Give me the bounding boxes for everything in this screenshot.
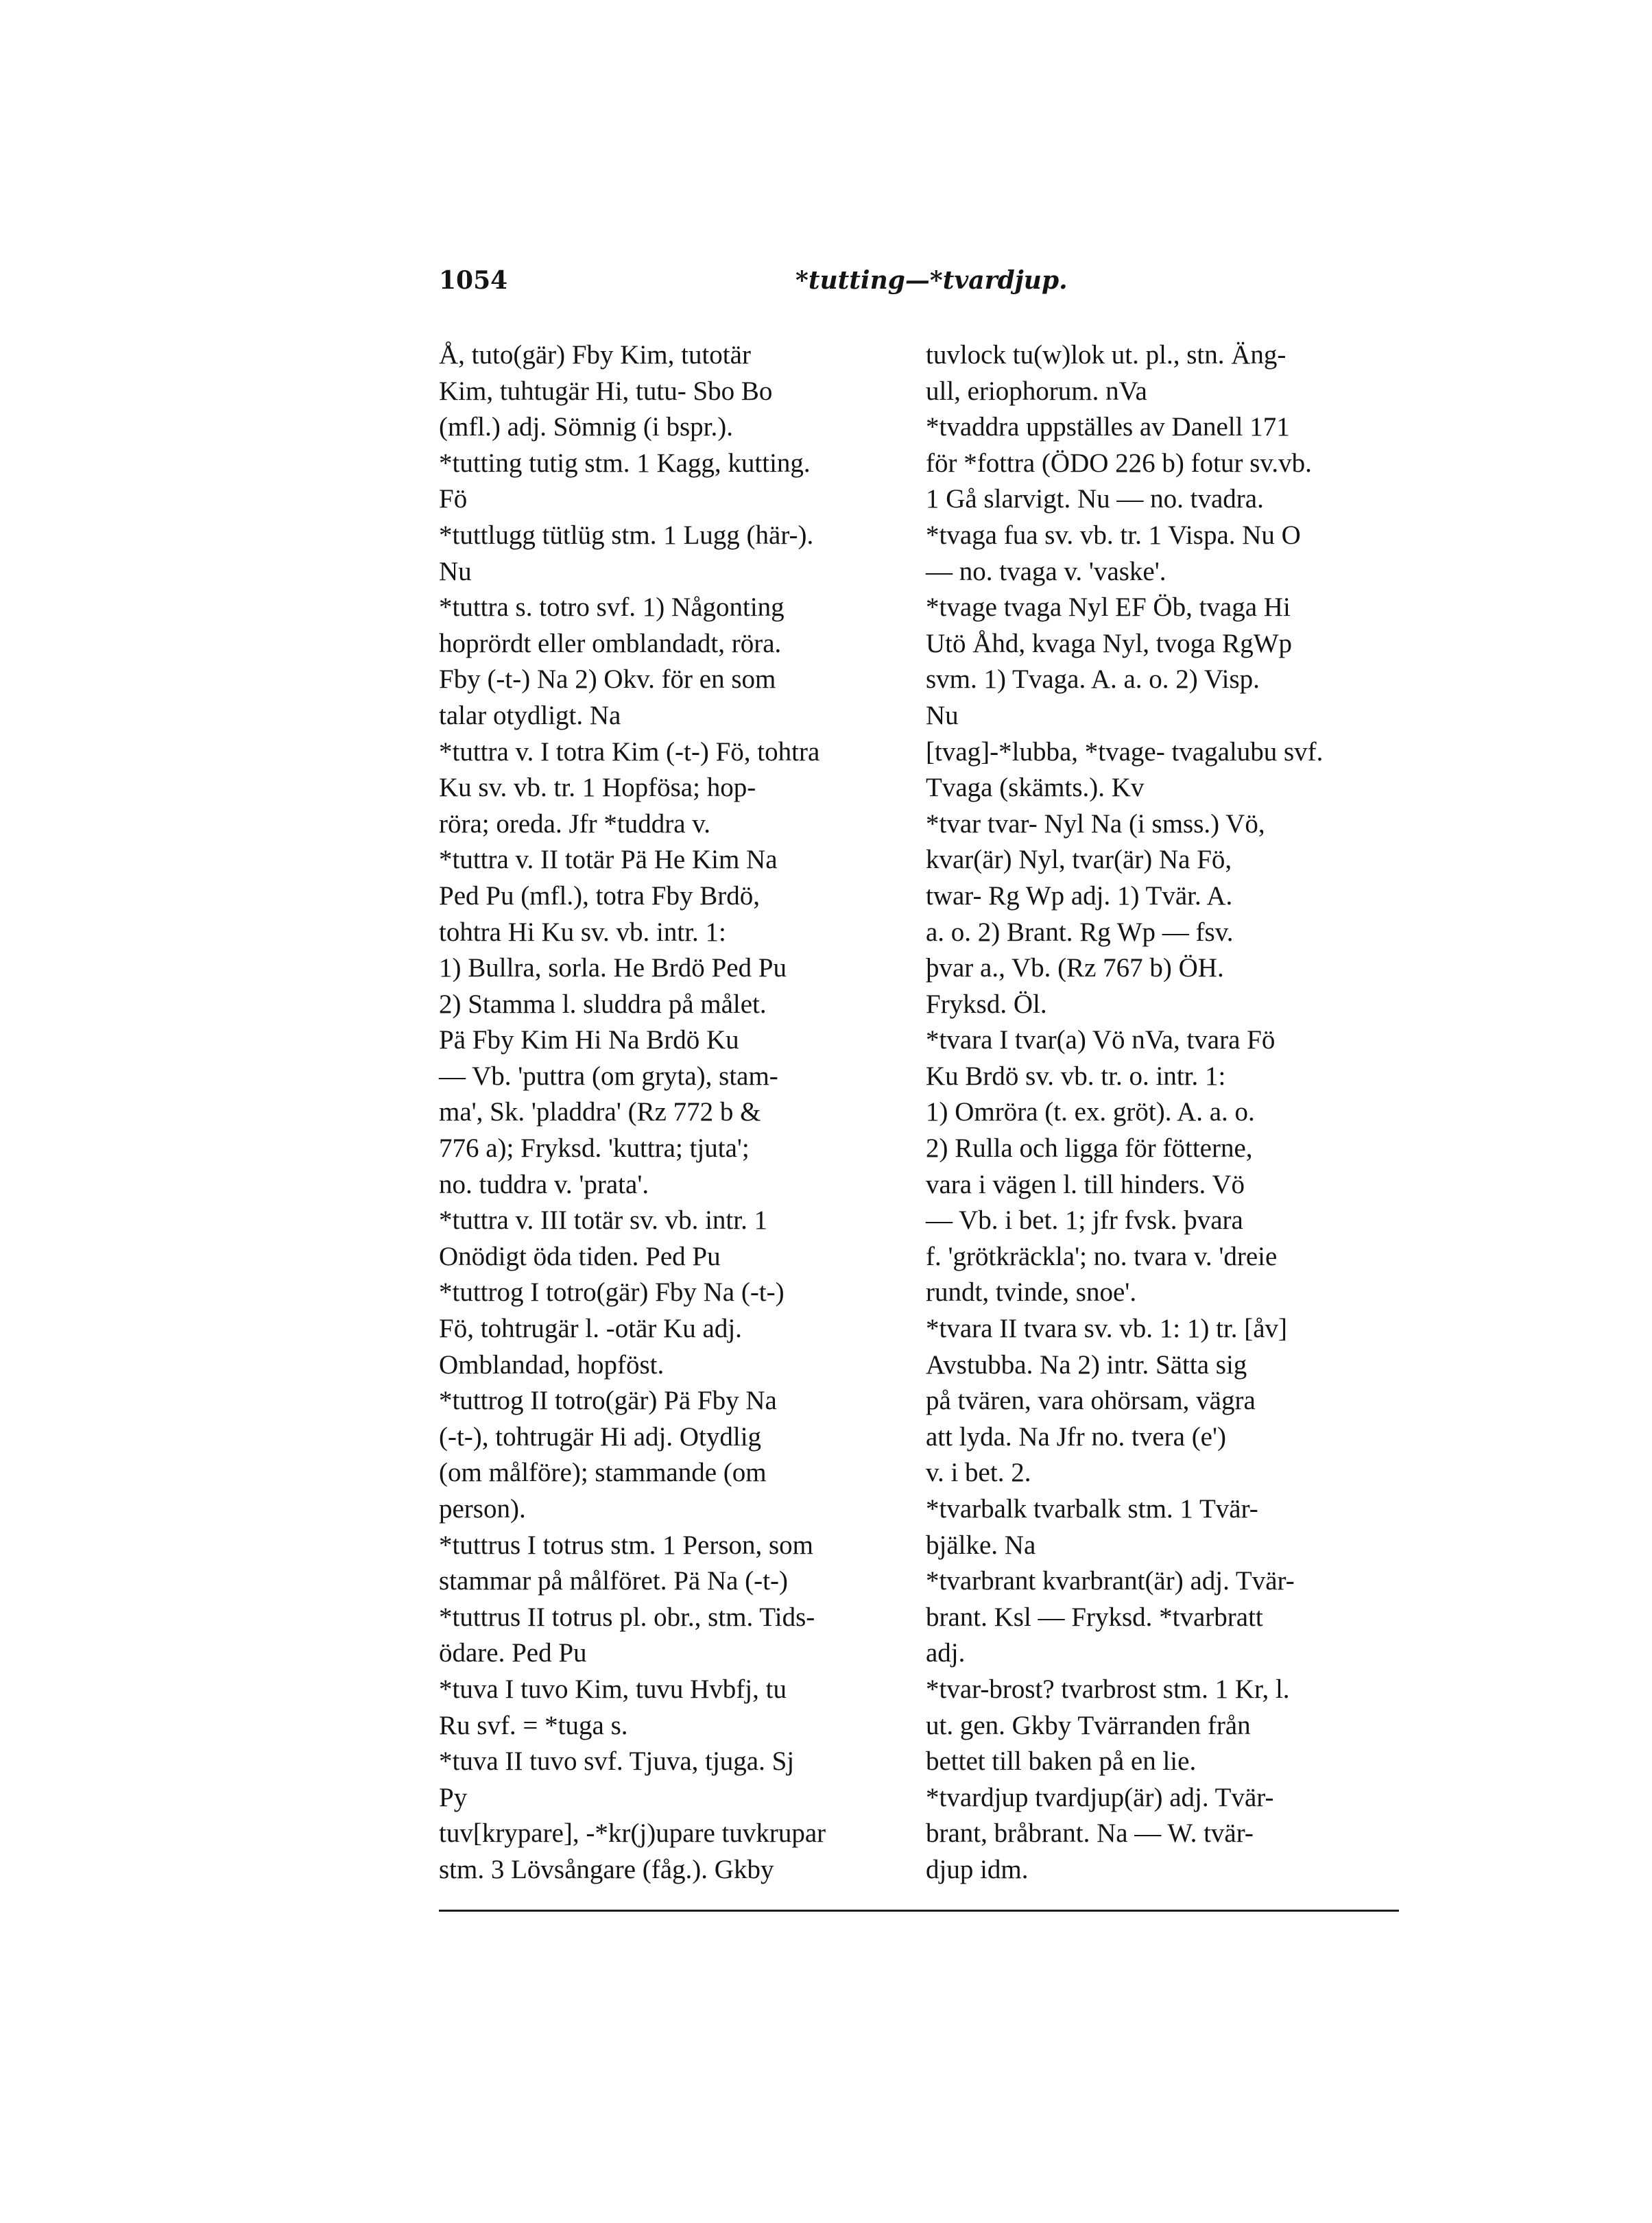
text-line: *tuttrog I totro(gär) Fby Na (-t-) — [439, 1277, 785, 1308]
text-line: ödare. Ped Pu — [439, 1638, 587, 1668]
text-line: hoprördt eller omblandadt, röra. — [439, 628, 782, 658]
text-line: 2) Rulla och ligga för fötterne, — [926, 1133, 1253, 1164]
text-line: tohtra Hi Ku sv. vb. intr. 1: — [439, 917, 726, 947]
text-line: *tvaddra uppställes av Danell 171 — [926, 412, 1290, 442]
text-line: brant. Ksl — Fryksd. *tvarbratt — [926, 1602, 1263, 1632]
text-line: Nu — [926, 700, 959, 730]
text-line: Omblandad, hopföst. — [439, 1349, 665, 1380]
text-line: Nu — [439, 556, 472, 586]
text-line: *tuttra v. II totär Pä He Kim Na — [439, 845, 778, 875]
page-number: 1054 — [439, 266, 508, 295]
text-line: ut. gen. Gkby Tvärranden från — [926, 1710, 1251, 1740]
text-line: þvar a., Vb. (Rz 767 b) ÖH. — [926, 953, 1224, 983]
text-line: Ku Brdö sv. vb. tr. o. intr. 1: — [926, 1061, 1226, 1091]
text-line: (om målföre); stammande (om — [439, 1458, 767, 1488]
text-line: Ru svf. = *tuga s. — [439, 1710, 628, 1740]
text-line: ma', Sk. 'pladdra' (Rz 772 b & — [439, 1097, 761, 1127]
text-line: Fö, tohtrugär l. -otär Ku adj. — [439, 1314, 742, 1344]
text-line: rundt, tvinde, snoe'. — [926, 1277, 1137, 1308]
text-line: a. o. 2) Brant. Rg Wp — fsv. — [926, 917, 1234, 947]
text-line: bettet till baken på en lie. — [926, 1746, 1197, 1777]
text-line: Fö — [439, 484, 468, 514]
text-line: *tuttrus I totrus stm. 1 Person, som — [439, 1530, 814, 1560]
text-line: *tuva I tuvo Kim, tuvu Hvbfj, tu — [439, 1674, 787, 1704]
text-line: Onödigt öda tiden. Ped Pu — [439, 1241, 721, 1271]
text-line: (-t-), tohtrugär Hi adj. Otydlig — [439, 1421, 762, 1452]
text-line: no. tuddra v. 'prata'. — [439, 1169, 649, 1199]
text-line: Pä Fby Kim Hi Na Brdö Ku — [439, 1025, 739, 1055]
text-line: 2) Stamma l. sluddra på målet. — [439, 989, 767, 1019]
text-line: stammar på målföret. Pä Na (-t-) — [439, 1566, 788, 1596]
bottom-rule — [439, 1910, 1399, 1912]
text-line: *tvage tvaga Nyl EF Öb, tvaga Hi — [926, 592, 1291, 623]
right-column — [926, 337, 1378, 1888]
text-line: *tvara II tvara sv. vb. 1: 1) tr. [åv] — [926, 1314, 1288, 1344]
text-line: adj. — [926, 1638, 966, 1668]
text-line: Utö Åhd, kvaga Nyl, tvoga RgWp — [926, 628, 1293, 658]
text-line: svm. 1) Tvaga. A. a. o. 2) Visp. — [926, 664, 1260, 695]
text-line: Tvaga (skämts.). Kv — [926, 773, 1145, 803]
text-line: *tvara I tvar(a) Vö nVa, tvara Fö — [926, 1025, 1276, 1055]
text-line: 1 Gå slarvigt. Nu — no. tvadra. — [926, 484, 1264, 514]
page-header — [439, 266, 1296, 307]
text-line: brant, bråbrant. Na — W. tvär- — [926, 1818, 1254, 1849]
text-line: vara i vägen l. till hinders. Vö — [926, 1169, 1245, 1199]
text-line: — no. tvaga v. 'vaske'. — [926, 556, 1166, 586]
text-line: talar otydligt. Na — [439, 700, 621, 730]
text-line: Fby (-t-) Na 2) Okv. för en som — [439, 664, 776, 695]
text-line: *tuttra v. I totra Kim (-t-) Fö, tohtra — [439, 736, 820, 767]
text-line: Ped Pu (mfl.), totra Fby Brdö, — [439, 880, 760, 911]
text-line: *tuva II tuvo svf. Tjuva, tjuga. Sj — [439, 1746, 795, 1777]
text-line: *tvar tvar- Nyl Na (i smss.) Vö, — [926, 808, 1265, 839]
text-line: f. 'grötkräckla'; no. tvara v. 'dreie — [926, 1241, 1278, 1271]
text-line: kvar(är) Nyl, tvar(är) Na Fö, — [926, 845, 1232, 875]
text-line: (mfl.) adj. Sömnig (i bspr.). — [439, 412, 733, 442]
text-line: Py — [439, 1782, 468, 1812]
text-line: bjälke. Na — [926, 1530, 1036, 1560]
text-line: Ku sv. vb. tr. 1 Hopfösa; hop- — [439, 773, 756, 803]
text-line: twar- Rg Wp adj. 1) Tvär. A. — [926, 880, 1233, 911]
text-line: — Vb. i bet. 1; jfr fvsk. þvara — [926, 1205, 1243, 1236]
text-line: *tvar-brost? tvarbrost stm. 1 Kr, l. — [926, 1674, 1290, 1704]
text-line: Kim, tuhtugär Hi, tutu- Sbo Bo — [439, 376, 773, 406]
text-line: *tuttrus II totrus pl. obr., stm. Tids- — [439, 1602, 815, 1632]
text-line: *tuttrog II totro(gär) Pä Fby Na — [439, 1386, 777, 1416]
text-line: tuv[krypare], -*kr(j)upare tuvkrupar — [439, 1818, 826, 1849]
text-line: att lyda. Na Jfr no. tvera (e') — [926, 1421, 1227, 1452]
text-line: för *fottra (ÖDO 226 b) fotur sv.vb. — [926, 448, 1312, 478]
text-line: 1) Bullra, sorla. He Brdö Ped Pu — [439, 953, 787, 983]
text-line: person). — [439, 1494, 526, 1524]
text-line: [tvag]-*lubba, *tvage- tvagalubu svf. — [926, 736, 1324, 767]
text-line: tuvlock tu(w)lok ut. pl., stn. Äng- — [926, 340, 1286, 370]
text-line: *tvardjup tvardjup(är) adj. Tvär- — [926, 1782, 1274, 1812]
text-line: röra; oreda. Jfr *tuddra v. — [439, 808, 710, 839]
text-line: stm. 3 Lövsångare (fåg.). Gkby — [439, 1854, 774, 1884]
text-line: *tuttra v. III totär sv. vb. intr. 1 — [439, 1205, 768, 1236]
text-line: Avstubba. Na 2) intr. Sätta sig — [926, 1349, 1247, 1380]
text-line: *tvarbrant kvarbrant(är) adj. Tvär- — [926, 1566, 1295, 1596]
text-line: 776 a); Fryksd. 'kuttra; tjuta'; — [439, 1133, 750, 1164]
text-line: v. i bet. 2. — [926, 1458, 1031, 1488]
text-line: *tutting tutig stm. 1 Kagg, kutting. — [439, 448, 811, 478]
running-head: *tutting—*tvardjup. — [795, 266, 1068, 295]
text-line: *tvaga fua sv. vb. tr. 1 Vispa. Nu O — [926, 520, 1301, 550]
text-line: djup idm. — [926, 1854, 1029, 1884]
text-line: *tvarbalk tvarbalk stm. 1 Tvär- — [926, 1494, 1258, 1524]
text-line: — Vb. 'puttra (om gryta), stam- — [439, 1061, 778, 1091]
text-line: Å, tuto(gär) Fby Kim, tutotär — [439, 340, 751, 370]
text-line: Fryksd. Öl. — [926, 989, 1047, 1019]
text-line: ull, eriophorum. nVa — [926, 376, 1147, 406]
text-line: 1) Omröra (t. ex. gröt). A. a. o. — [926, 1097, 1255, 1127]
text-line: *tuttra s. totro svf. 1) Någonting — [439, 592, 785, 623]
text-line: på tvären, vara ohörsam, vägra — [926, 1386, 1256, 1416]
text-line: *tuttlugg tütlüg stm. 1 Lugg (här-). — [439, 520, 814, 550]
left-column — [439, 337, 891, 1888]
